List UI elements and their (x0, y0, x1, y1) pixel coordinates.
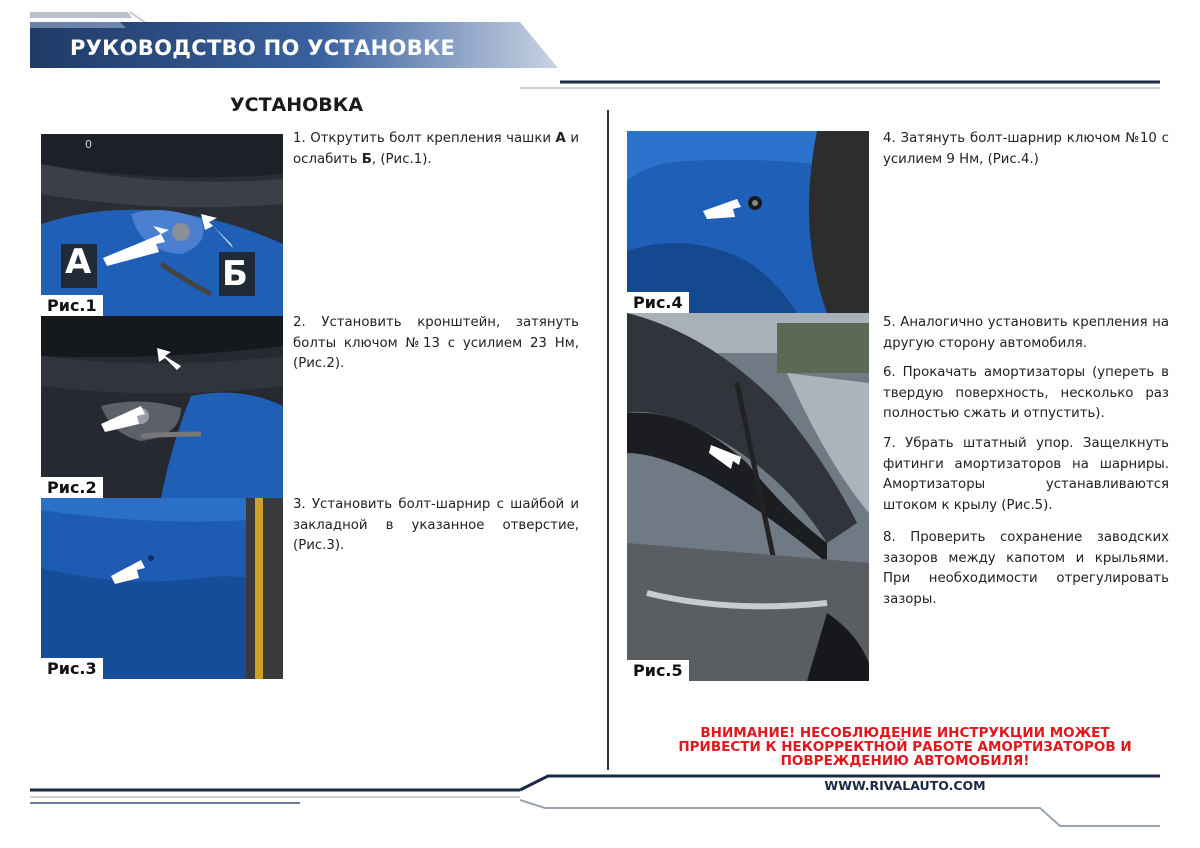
warning-text: ВНИМАНИЕ! НЕСОБЛЮДЕНИЕ ИНСТРУКЦИИ МОЖЕТ ПРИВЕСТИ К НЕКОРРЕКТНОЙ РАБОТЕ АМОРТИЗАТОРОВ И ПОВРЕЖДЕНИЮ АВТОМОБИЛЯ! (678, 725, 1132, 769)
figure-3-photo (41, 498, 283, 679)
step-1-bold-b: Б (361, 151, 372, 167)
step-8: 8. Проверить сохранение заводских зазоров между капотом и крыльями. При необходимости отрегулировать зазоры. (883, 530, 1169, 607)
step-1-middle: и ослабить (293, 131, 579, 167)
figure-1-caption: Рис.1 (41, 295, 103, 316)
figure-1-label-a: А (65, 242, 92, 282)
step-1-prefix: 1. Открутить болт крепления чашки (293, 131, 556, 146)
figure-4 (627, 131, 869, 313)
step-7: 7. Убрать штатный упор. Защелкнуть фитинги амортизаторов на шарниры. Амортизаторы устанавливаются штоком к крылу (Рис.5). (883, 436, 1169, 513)
figure-3-caption: Рис.3 (41, 658, 103, 679)
step-1-bold-a: А (555, 131, 566, 146)
step-1 (293, 129, 579, 170)
figure-1-corner-mark: 0 (85, 138, 92, 151)
step-1-suffix: , (Рис.1). (371, 151, 432, 167)
website-link[interactable]: WWW.RIVALAUTO.COM (824, 778, 986, 793)
figure-4-photo (627, 131, 869, 313)
step-3: 3. Установить болт-шарнир с шайбой и закладной в указанное отверстие, (Рис.3). (293, 497, 579, 553)
figure-1-label-b: Б (222, 254, 248, 294)
step-5: 5. Аналогично установить крепления на другую сторону автомобиля. (883, 315, 1169, 351)
figure-1 (41, 134, 283, 316)
figure-5-caption: Рис.5 (627, 660, 689, 681)
figure-5 (627, 313, 869, 681)
figure-2 (41, 316, 283, 498)
column-divider (607, 110, 609, 770)
figure-4-caption: Рис.4 (627, 292, 689, 313)
step-4: 4. Затянуть болт-шарнир ключом №10 с усилием 9 Нм, (Рис.4.) (883, 131, 1169, 167)
step-2: 2. Установить кронштейн, затянуть болты ключом №13 с усилием 23 Нм, (Рис.2). (293, 315, 579, 371)
step-6: 6. Прокачать амортизаторы (упереть в твердую поверхность, несколько раз полностью сжать и отпустить). (883, 365, 1169, 421)
figure-5-photo (627, 313, 869, 681)
figure-2-caption: Рис.2 (41, 477, 103, 498)
figure-3 (41, 498, 283, 679)
page-header-title: РУКОВОДСТВО ПО УСТАНОВКЕ (70, 36, 456, 60)
section-title: УСТАНОВКА (230, 94, 364, 116)
figure-2-photo (41, 316, 283, 498)
